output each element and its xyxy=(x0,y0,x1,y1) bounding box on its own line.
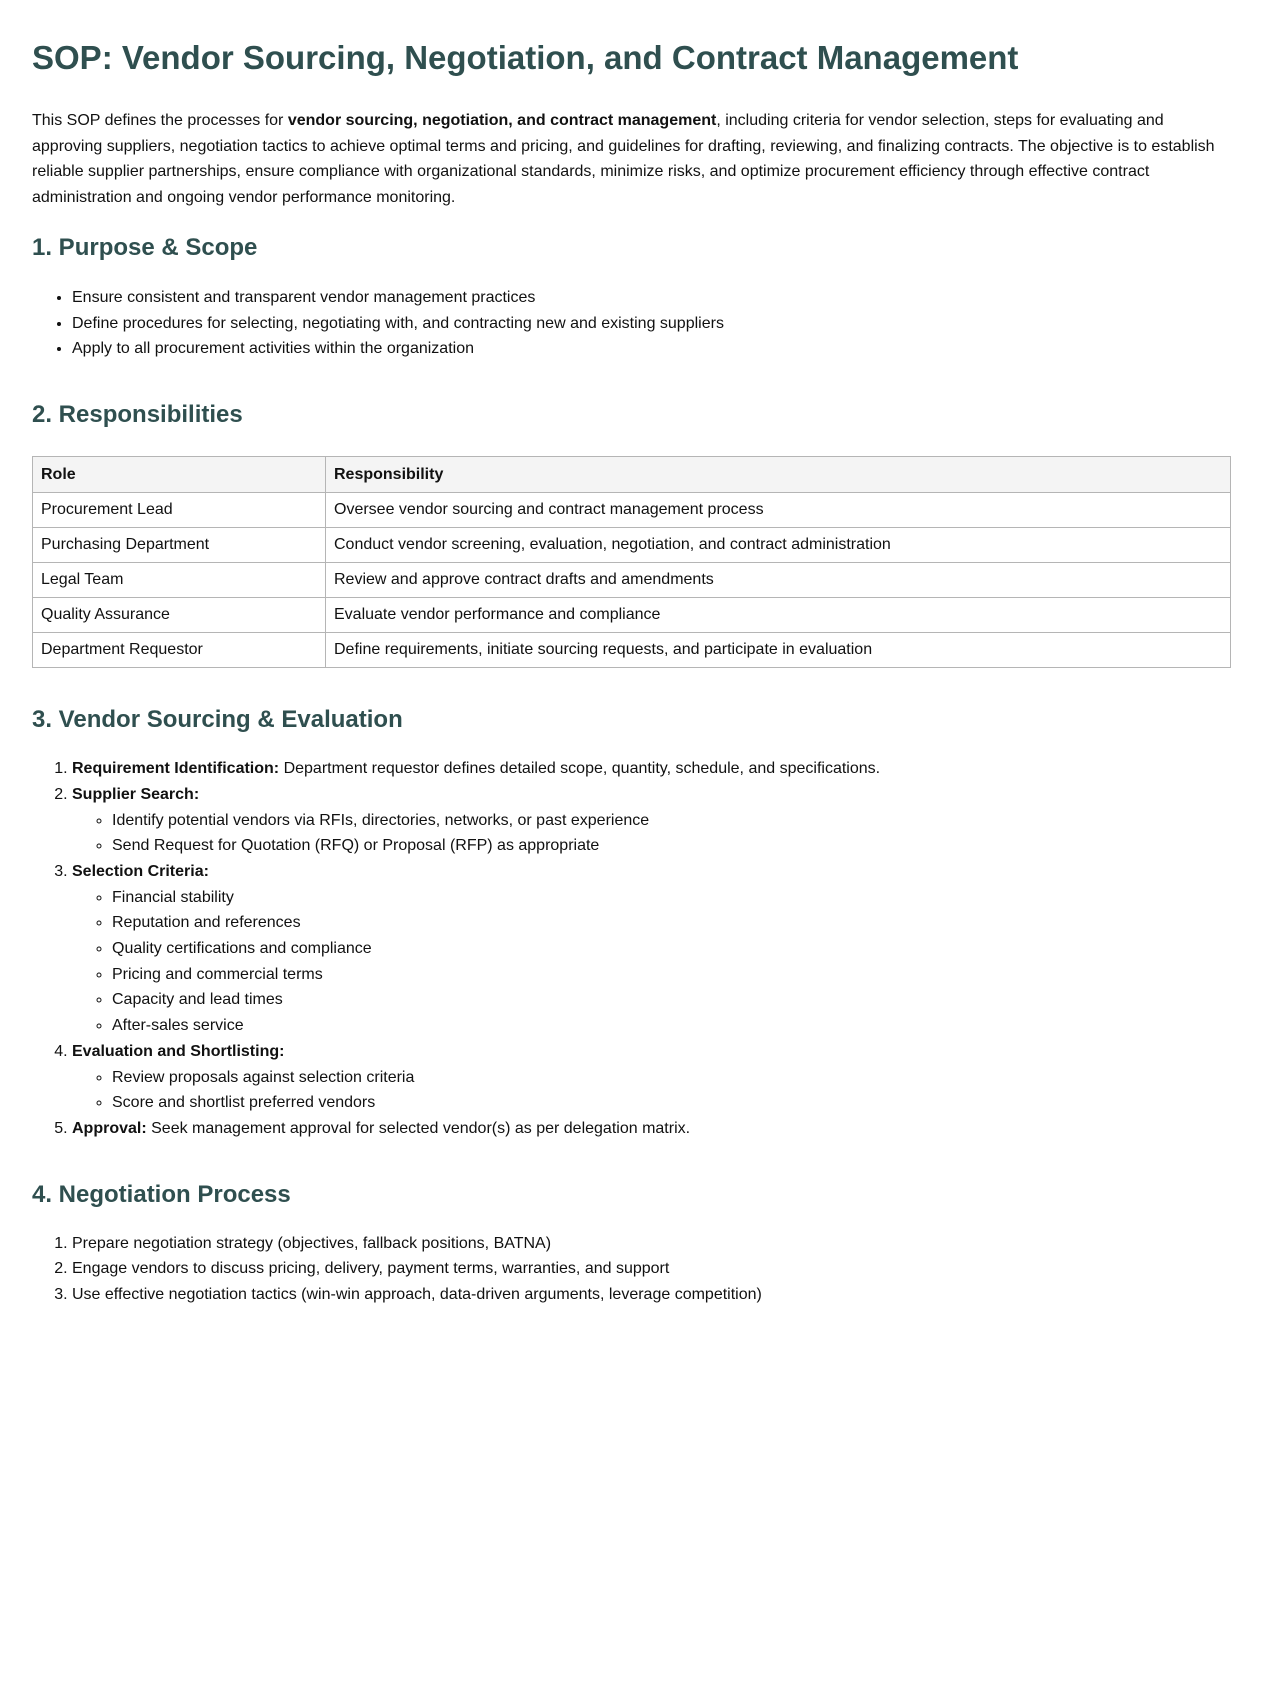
list-item: ◦ Identify potential vendors via RFIs, directories, networks, or past experience xyxy=(112,808,1231,834)
list-item: ◦ Review proposals against selection criteria xyxy=(112,1065,1231,1091)
list-item: ◦ Score and shortlist preferred vendors xyxy=(112,1090,1231,1116)
step-label: Supplier Search: xyxy=(72,785,200,803)
list-item: ◦ After-sales service xyxy=(112,1013,1231,1039)
table-row xyxy=(33,598,1231,633)
list-item: 1. Prepare negotiation strategy (objectives, fallback positions, BATNA) xyxy=(72,1231,1231,1257)
role-cell: Quality Assurance xyxy=(33,598,326,633)
column-header-role: Role xyxy=(33,457,326,493)
section-title-purpose-scope: 1. Purpose & Scope xyxy=(32,234,258,261)
list-item: ◦ Pricing and commercial terms xyxy=(112,962,1231,988)
step-evaluation-shortlisting xyxy=(72,1039,1231,1116)
step-label: Requirement Identification: xyxy=(72,760,280,778)
evaluation-substeps xyxy=(72,1065,1231,1116)
role-cell: Legal Team xyxy=(33,563,326,598)
intro-text-end: , including criteria for vendor selection, steps for evaluating and approving suppliers, negotiation tactics to achieve optimal terms and pricing, and guidelines for drafting, reviewing, and finalizing contracts. The objective is to establish reliable supplier partnerships, ensure compliance with organizational standards, minimize risks, and optimize procurement efficiency through effective contract administration and ongoing vendor performance monitoring. xyxy=(32,112,1215,206)
responsibilities-table xyxy=(32,456,1231,668)
intro-text-bold: vendor sourcing, negotiation, and contract management xyxy=(287,112,717,129)
step-text: Seek management approval for selected vendor(s) as per delegation matrix. xyxy=(146,1119,691,1137)
step-requirement-identification xyxy=(72,756,1231,782)
step-supplier-search xyxy=(72,782,1231,859)
table-row xyxy=(33,563,1231,598)
list-item: ◦ Reputation and references xyxy=(112,910,1231,936)
intro-paragraph xyxy=(32,108,1231,210)
list-item: ◦ Send Request for Quotation (RFQ) or Proposal (RFP) as appropriate xyxy=(112,833,1231,859)
list-item: 3. Use effective negotiation tactics (win-win approach, data-driven arguments, leverage competition) xyxy=(72,1282,1231,1308)
section-title-negotiation: 4. Negotiation Process xyxy=(32,1180,291,1208)
responsibility-cell: Oversee vendor sourcing and contract management process xyxy=(326,493,1231,528)
table-header-row xyxy=(33,457,1231,493)
vendor-sourcing-steps xyxy=(32,756,1231,1142)
list-item: ◦ Financial stability xyxy=(112,885,1231,911)
intro-text-start: This SOP defines the processes for xyxy=(32,112,288,129)
responsibility-cell: Conduct vendor screening, evaluation, negotiation, and contract administration xyxy=(326,528,1231,563)
step-label: Approval: xyxy=(72,1119,147,1137)
responsibility-cell: Define requirements, initiate sourcing requests, and participate in evaluation xyxy=(326,633,1231,668)
list-item: 2. Engage vendors to discuss pricing, delivery, payment terms, warranties, and support xyxy=(72,1256,1231,1282)
step-text: Department requestor defines detailed scope, quantity, schedule, and specifications. xyxy=(279,760,881,778)
table-row xyxy=(33,633,1231,668)
role-cell: Procurement Lead xyxy=(33,493,326,528)
step-label: Evaluation and Shortlisting: xyxy=(72,1042,285,1060)
purpose-scope-list xyxy=(32,285,1231,362)
list-item: • Define procedures for selecting, negotiating with, and contracting new and existing suppliers xyxy=(72,311,1231,337)
list-item: ◦ Capacity and lead times xyxy=(112,987,1231,1013)
page-title: SOP: Vendor Sourcing, Negotiation, and Contract Management xyxy=(32,39,1019,76)
table-row xyxy=(33,493,1231,528)
negotiation-steps xyxy=(32,1231,1231,1308)
role-cell: Department Requestor xyxy=(33,633,326,668)
role-cell: Purchasing Department xyxy=(33,528,326,563)
supplier-search-substeps xyxy=(72,808,1231,859)
list-item: • Ensure consistent and transparent vendor management practices xyxy=(72,285,1231,311)
section-title-vendor-sourcing: 3. Vendor Sourcing & Evaluation xyxy=(32,706,403,734)
list-item: ◦ Quality certifications and compliance xyxy=(112,936,1231,962)
table-row xyxy=(33,528,1231,563)
step-selection-criteria xyxy=(72,859,1231,1039)
section-title-responsibilities: 2. Responsibilities xyxy=(32,401,243,429)
list-item: • Apply to all procurement activities within the organization xyxy=(72,336,1231,362)
responsibility-cell: Review and approve contract drafts and amendments xyxy=(326,563,1231,598)
step-label: Selection Criteria: xyxy=(72,862,209,880)
column-header-responsibility: Responsibility xyxy=(326,457,1231,493)
selection-criteria-list xyxy=(72,885,1231,1039)
step-approval xyxy=(72,1116,1231,1142)
responsibility-cell: Evaluate vendor performance and compliance xyxy=(326,598,1231,633)
